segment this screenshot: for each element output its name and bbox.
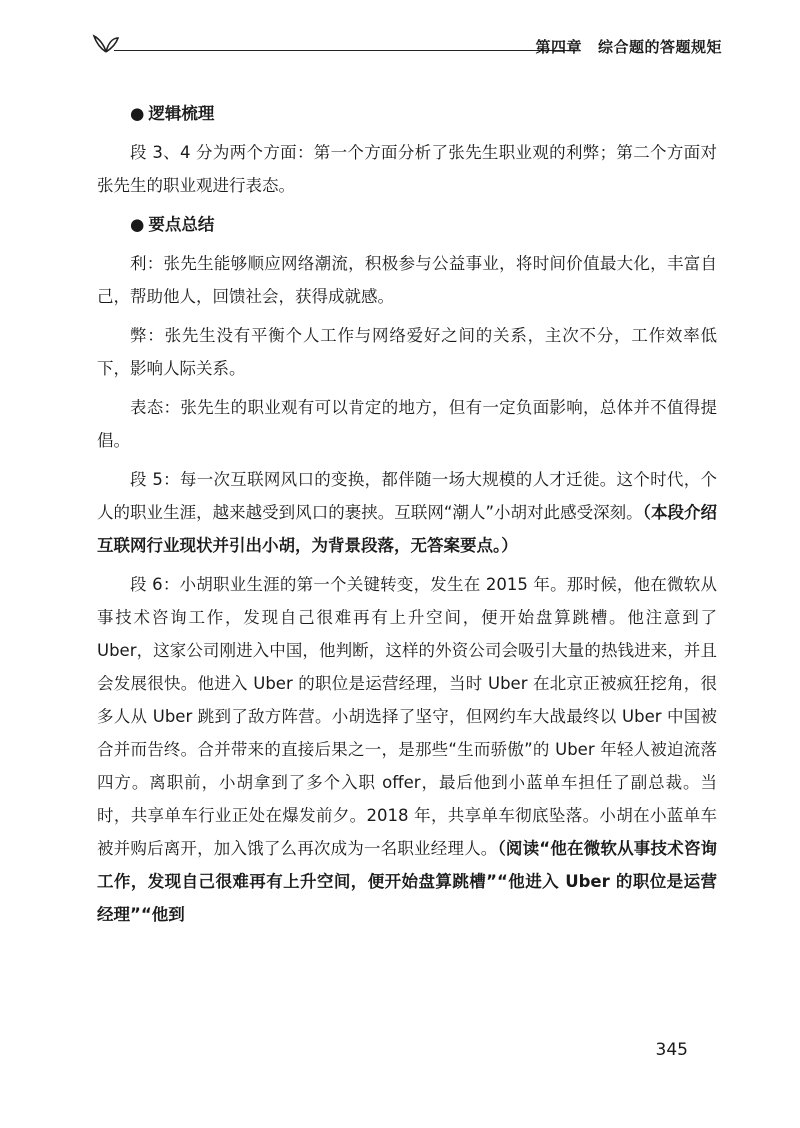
page-header <box>92 30 722 60</box>
paragraph-pros: 利：张先生能够顺应网络潮流，积极参与公益事业，将时间价值最大化，丰富自己，帮助他人，回馈社会，获得成就感。 <box>97 254 717 306</box>
section-title: 综合题的答题规矩 <box>597 38 722 56</box>
paragraph-6 <box>97 568 717 931</box>
header-title <box>535 36 722 57</box>
paragraph-5 <box>97 463 717 562</box>
paragraph-logic: 段 3、4 分为两个方面：第一个方面分析了张先生职业观的利弊；第二个方面对张先生的职业观进行表态。 <box>97 143 717 195</box>
paragraph-5-note: （本段介绍互联网行业现状并引出小胡，为背景段落，无答案要点。） <box>97 503 717 555</box>
paragraph-6-text: 段 6：小胡职业生涯的第一个关键转变，发生在 2015 年。那时候，他在微软从事技术咨询工作，发现自己很难再有上升空间，便开始盘算跳槽。他注意到了 Uber，这家公司刚进入中国，他判断，这样的外资公司会吸引大量的热钱进来，并且会发展很快。他进入 Uber 的职位是运营经理，当时 Uber 在北京正被疯狂挖角，很多人从 Uber 跳到了敌方阵营。小胡选择了坚守，但网约车大战最终以 Uber 中国被合并而告终。合并带来的直接后果之一，是那些“生而骄傲”的 Uber 年轻人被迫流落四方。离职前，小胡拿到了多个入职 offer，最后他到小蓝单车担任了副总裁。当时，共享单车行业正处在爆发前夕。2018 年，共享单车彻底坠落。小胡在小蓝单车被并购后离开，加入饿了么再次成为一名职业经理人。 <box>97 575 717 858</box>
chapter-label: 第四章 <box>535 38 582 56</box>
bullet-summary-heading: ● 要点总结 <box>97 208 717 241</box>
leaf-sprout-icon <box>92 30 122 56</box>
header-rule <box>114 50 577 51</box>
paragraph-6-note: （阅读“他在微软从事技术咨询工作，发现自己很难再有上升空间，便开始盘算跳槽”“他进入 Uber 的职位是运营经理”“他到 <box>97 839 717 924</box>
page-number: 345 <box>655 1040 688 1060</box>
paragraph-cons: 弊：张先生没有平衡个人工作与网络爱好之间的关系，主次不分，工作效率低下，影响人际关系。 <box>97 326 717 378</box>
bullet-logic-heading: ● 逻辑梳理 <box>97 97 717 130</box>
page-body <box>97 97 717 931</box>
paragraph-stance: 表态：张先生的职业观有可以肯定的地方，但有一定负面影响，总体并不值得提倡。 <box>97 398 717 450</box>
paragraph-5-text: 段 5：每一次互联网风口的变换，都伴随一场大规模的人才迁徙。这个时代，个人的职业生涯，越来越受到风口的裹挟。互联网“潮人”小胡对此感受深刻。 <box>97 470 717 522</box>
